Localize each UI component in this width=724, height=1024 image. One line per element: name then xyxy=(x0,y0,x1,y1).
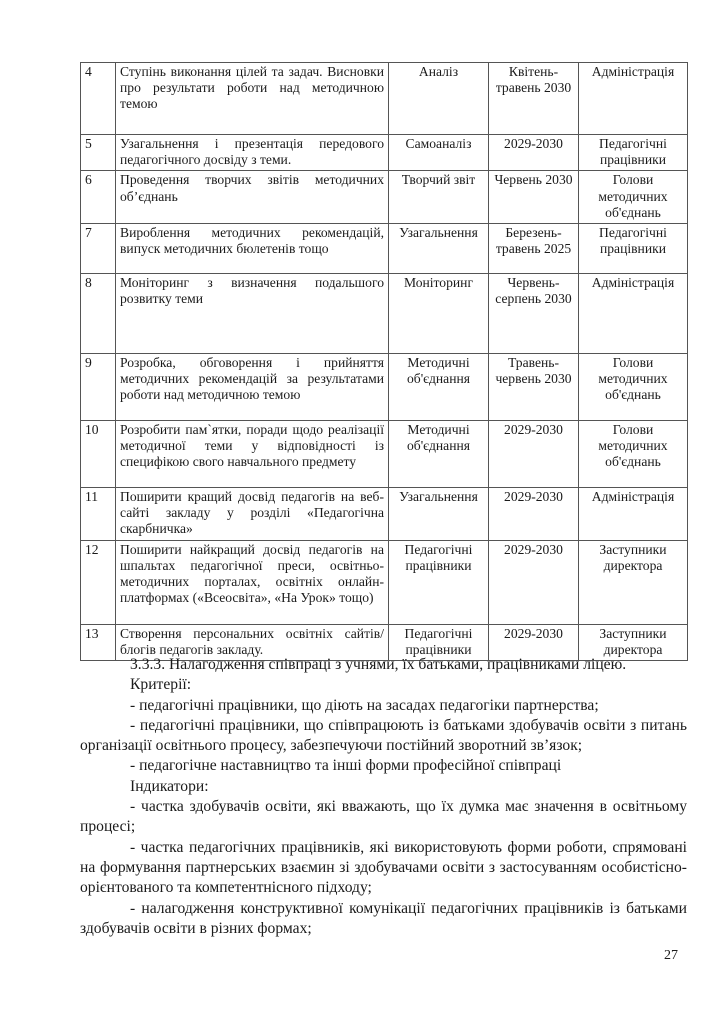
table-row xyxy=(81,540,688,624)
row-term: 2029-2030 xyxy=(489,624,579,660)
row-form: Творчий звіт xyxy=(389,171,489,224)
row-number: 11 xyxy=(81,488,116,541)
row-responsible: Голови методичних об'єднань xyxy=(579,354,688,421)
table-row xyxy=(81,224,688,274)
row-responsible: Адміністрація xyxy=(579,63,688,135)
table-row xyxy=(81,488,688,541)
row-description: Ступінь виконання цілей та задач. Висновки про результати роботи над методичною темою xyxy=(116,63,389,135)
row-form: Педагогічні працівники xyxy=(389,540,489,624)
row-form: Аналіз xyxy=(389,63,489,135)
criteria-item: - педагогічне наставництво та інші форми професійної співпраці xyxy=(130,757,562,775)
row-form: Узагальнення xyxy=(389,224,489,274)
row-description: Розробка, обговорення і прийняття методичних рекомендацій за результатами роботи над методичною темою xyxy=(116,354,389,421)
row-responsible: Голови методичних об'єднань xyxy=(579,421,688,488)
row-term: Травень-червень 2030 xyxy=(489,354,579,421)
criteria-label: Критерії: xyxy=(130,676,192,694)
row-term: Березень-травень 2025 xyxy=(489,224,579,274)
row-term: 2029-2030 xyxy=(489,540,579,624)
row-number: 13 xyxy=(81,624,116,660)
methodical-plan-table xyxy=(80,62,688,661)
row-description: Створення персональних освітніх сайтів/блогів педагогів закладу. xyxy=(116,624,389,660)
row-form: Узагальнення xyxy=(389,488,489,541)
row-description: Моніторинг з визначення подальшого розвитку теми xyxy=(116,274,389,354)
row-responsible: Голови методичних об'єднань xyxy=(579,171,688,224)
criteria-item: - педагогічні працівники, що співпрацюють із батьками здобувачів освіти з питань організації освітнього процесу, забезпечуючи постійний зворотний зв’язок; xyxy=(80,716,687,755)
row-number: 8 xyxy=(81,274,116,354)
section-heading: 3.3.3. Налагодження співпраці з учнями, їх батьками, працівниками ліцею. xyxy=(130,656,627,673)
table-body xyxy=(81,63,688,661)
row-number: 4 xyxy=(81,63,116,135)
indicator-item: - налагодження конструктивної комунікації педагогічних працівників із батьками здобувачів освіти в різних формах; xyxy=(80,899,687,937)
row-number: 10 xyxy=(81,421,116,488)
row-number: 6 xyxy=(81,171,116,224)
table-row xyxy=(81,135,688,171)
row-term: 2029-2030 xyxy=(489,421,579,488)
row-responsible: Заступники директора xyxy=(579,540,688,624)
row-term: 2029-2030 xyxy=(489,488,579,541)
criteria-item: - педагогічні працівники, що діють на засадах педагогіки партнерства; xyxy=(130,696,599,714)
indicator-item: - частка здобувачів освіти, які вважають, що їх думка має значення в освітньому процесі; xyxy=(80,798,687,836)
row-responsible: Педагогічні працівники xyxy=(579,224,688,274)
row-term: 2029-2030 xyxy=(489,135,579,171)
row-number: 7 xyxy=(81,224,116,274)
row-description: Поширити найкращий досвід педагогів на шпальтах педагогічної преси, освітньо-методичних порталах, освітніх онлайн-платформах («Всеосвіта», «На Урок» тощо) xyxy=(116,540,389,624)
row-form: Моніторинг xyxy=(389,274,489,354)
indicator-item: - частка педагогічних працівників, які використовують форми роботи, спрямовані на формування партнерських взаємин зі здобувачами освіти з застосуванням особистісно-орієнтованого та компетентнісного підходу; xyxy=(80,838,687,897)
row-responsible: Адміністрація xyxy=(579,488,688,541)
table-row xyxy=(81,421,688,488)
row-description: Вироблення методичних рекомендацій, випуск методичних бюлетенів тощо xyxy=(116,224,389,274)
table-row xyxy=(81,63,688,135)
table-row xyxy=(81,354,688,421)
row-description: Узагальнення і презентація передового педагогічного досвіду з теми. xyxy=(116,135,389,171)
row-responsible: Адміністрація xyxy=(579,274,688,354)
page-number: 27 xyxy=(664,948,678,963)
table-row xyxy=(81,274,688,354)
row-term: Червень 2030 xyxy=(489,171,579,224)
row-responsible: Заступники директора xyxy=(579,624,688,660)
row-description: Проведення творчих звітів методичних об’єднань xyxy=(116,171,389,224)
row-description: Поширити кращий досвід педагогів на веб-сайті закладу у розділі «Педагогічна скарбничка» xyxy=(116,488,389,541)
row-description: Розробити пам`ятки, поради щодо реалізації методичної теми у відповідності із специфікою свого навчального предмету xyxy=(116,421,389,488)
table-row xyxy=(81,171,688,224)
row-responsible: Педагогічні працівники xyxy=(579,135,688,171)
row-form: Методичні об'єднання xyxy=(389,354,489,421)
row-term: Червень-серпень 2030 xyxy=(489,274,579,354)
row-form: Самоаналіз xyxy=(389,135,489,171)
row-form: Педагогічні працівники xyxy=(389,624,489,660)
section-3-3-3 xyxy=(80,655,687,939)
row-number: 9 xyxy=(81,354,116,421)
row-form: Методичні об'єднання xyxy=(389,421,489,488)
indicators-label: Індикатори: xyxy=(130,777,209,795)
row-term: Квітень-травень 2030 xyxy=(489,63,579,135)
row-number: 12 xyxy=(81,540,116,624)
row-number: 5 xyxy=(81,135,116,171)
